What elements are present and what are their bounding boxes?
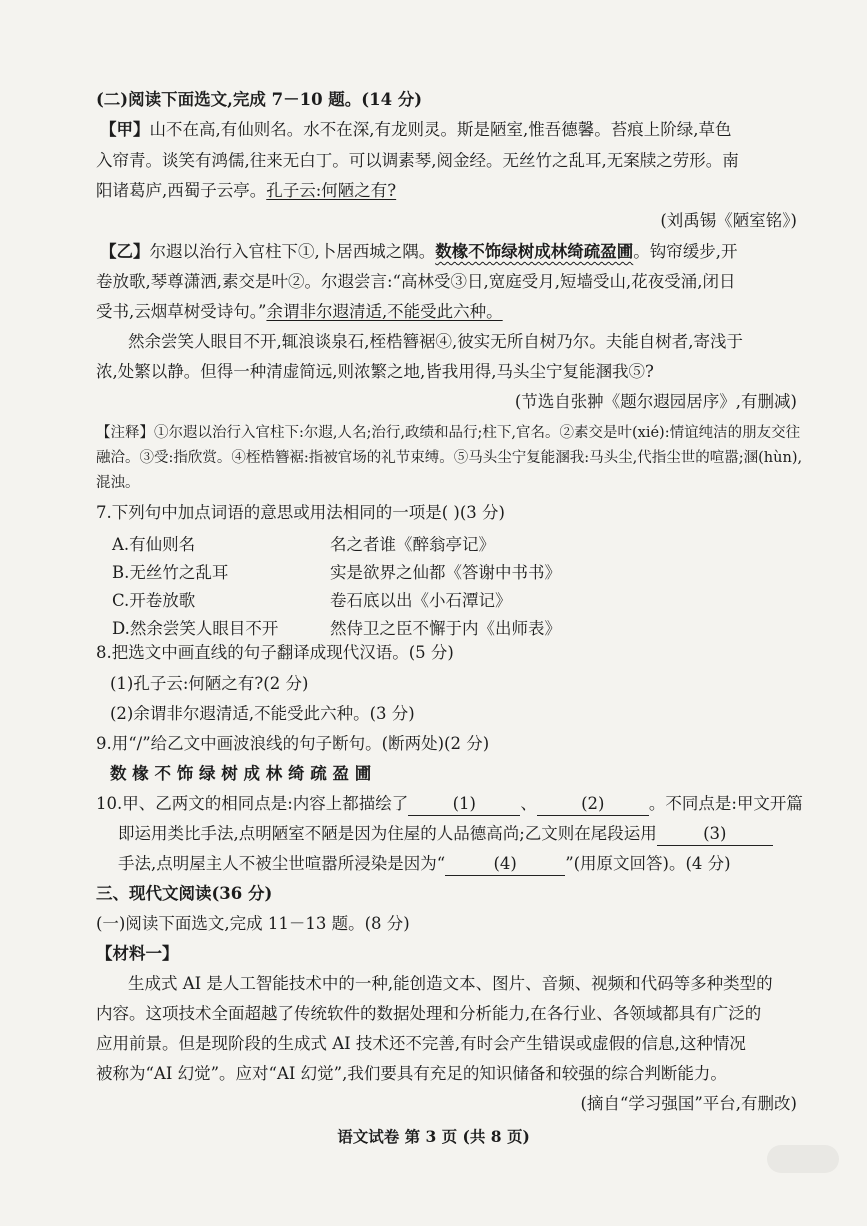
q9-sentence: 数 椽 不 饰 绿 树 成 林 绮 疏 盈 圃: [110, 764, 372, 783]
q7-option-a-right: 名之者谁《醉翁亭记》: [330, 535, 495, 554]
yi-wavy-sentence: 数椽不饰绿树成林绮疏盈圃: [435, 242, 634, 261]
q10-line-3: [118, 854, 731, 876]
q10-line-1: [96, 794, 803, 816]
jia-line-1: [100, 120, 731, 141]
q10-text-e: 手法,点明屋主人不被尘世喧嚣所浸染是因为“: [118, 854, 446, 873]
jia-source: (刘禹锡《陋室铭》): [660, 211, 797, 230]
q7-option-d-left: D.然余尝笑人眼目不开: [112, 619, 279, 638]
notes-line-1: 【注释】①尔遐以治行入官柱下:尔遐,人名;治行,政绩和品行;柱下,官名。②素交是叶(xié):情谊纯洁的朋友交往: [96, 425, 801, 441]
section-3-subheading: (一)阅读下面选文,完成 11－13 题。(8 分): [96, 914, 410, 933]
q10-blank-2[interactable]: (2): [537, 794, 649, 816]
q7-stem: 7.下列句中加点词语的意思或用法相同的一项是( )(3 分): [96, 503, 505, 522]
yi-text-1c: 。钩帘缓步,开: [633, 242, 738, 261]
q7-option-d-right: 然侍卫之臣不懈于内《出师表》: [330, 619, 561, 638]
section-2-heading: (二)阅读下面选文,完成 7－10 题。(14 分): [96, 90, 423, 109]
q8-stem: 8.把选文中画直线的句子翻译成现代汉语。(5 分): [96, 643, 454, 662]
yi-underlined-sentence: 余谓非尔遐清适,不能受此六种。: [266, 302, 503, 321]
q10-text-a: 10.甲、乙两文的相同点是:内容上都描绘了: [96, 794, 409, 813]
q10-text-f: ”(用原文回答)。(4 分): [565, 854, 731, 873]
yi-line-5: 浓,处繁以静。但得一种清虚简远,则浓繁之地,皆我用得,马头尘宁复能溷我⑤?: [96, 362, 654, 381]
q7-option-b-left: B.无丝竹之乱耳: [112, 563, 229, 582]
q7-option-c-right: 卷石底以出《小石潭记》: [330, 591, 512, 610]
notes-line-3: 混浊。: [96, 475, 140, 491]
yi-line-2: 卷放歌,琴尊潇洒,素交是叶②。尔遐尝言:“高林受③日,宽庭受月,短墙受山,花夜受涌,闭日: [96, 272, 736, 291]
q10-text-c: 。不同点是:甲文开篇: [648, 794, 803, 813]
corner-smudge: [767, 1145, 839, 1173]
yi-source: (节选自张翀《题尔遐园居序》,有删减): [514, 392, 797, 411]
yi-text-1a: 尔遐以治行入官柱下①,卜居西城之隅。: [149, 242, 436, 261]
jia-line-3: [96, 181, 396, 202]
q10-line-2: [118, 824, 773, 846]
jia-text-1: 山不在高,有仙则名。水不在深,有龙则灵。斯是陋室,惟吾德馨。苔痕上阶绿,草色: [149, 120, 732, 139]
q10-blank-4[interactable]: (4): [445, 854, 565, 876]
q8-sub-1: (1)孔子云:何陋之有?(2 分): [110, 674, 309, 693]
material-1-line-2: 内容。这项技术全面超越了传统软件的数据处理和分析能力,在各行业、各领域都具有广泛的: [96, 1004, 762, 1023]
jia-underlined-sentence: 孔子云:何陋之有?: [266, 181, 397, 200]
material-1-line-3: 应用前景。但是现阶段的生成式 AI 技术还不完善,有时会产生错误或虚假的信息,这种情况: [96, 1034, 746, 1053]
q10-blank-3[interactable]: (3): [657, 824, 773, 846]
page-footer: 语文试卷 第 3 页 (共 8 页): [337, 1127, 530, 1146]
yi-text-3a: 受书,云烟草树受诗句。”: [96, 302, 267, 321]
jia-line-2: 入帘青。谈笑有鸿儒,往来无白丁。可以调素琴,阅金经。无丝竹之乱耳,无案牍之劳形。南: [96, 151, 739, 170]
q7-option-a-left: A.有仙则名: [112, 535, 196, 554]
material-1-tag: 【材料一】: [96, 944, 179, 963]
notes-line-2: 融洽。③受:指欣赏。④桎梏簪裾:指被官场的礼节束缚。⑤马头尘宁复能溷我:马头尘,代指尘世的喧嚣;溷(hùn),: [96, 450, 803, 466]
q7-option-c-left: C.开卷放歌: [112, 591, 196, 610]
material-1-source: (摘自“学习强国”平台,有删改): [580, 1094, 797, 1113]
material-1-line-1: 生成式 AI 是人工智能技术中的一种,能创造文本、图片、音频、视频和代码等多种类型的: [128, 974, 773, 993]
jia-text-3a: 阳诸葛庐,西蜀子云亭。: [96, 181, 267, 200]
yi-line-1: [100, 242, 738, 263]
material-1-line-4: 被称为“AI 幻觉”。应对“AI 幻觉”,我们要具有充足的知识储备和较强的综合判断能力。: [96, 1064, 727, 1083]
q8-sub-2: (2)余谓非尔遐清适,不能受此六种。(3 分): [110, 704, 415, 723]
yi-line-3: [96, 302, 503, 323]
section-3-heading: 三、现代文阅读(36 分): [96, 884, 273, 903]
q10-text-d: 即运用类比手法,点明陋室不陋是因为住屋的人品德高尚;乙文则在尾段运用: [118, 824, 657, 843]
yi-line-4: 然余尝笑人眼目不开,辄浪谈泉石,桎梏簪裾④,彼实无所自树乃尔。夫能自树者,寄浅于: [128, 332, 743, 351]
jia-tag: 【甲】: [100, 120, 150, 139]
q10-sep: 、: [520, 794, 537, 813]
yi-tag: 【乙】: [100, 242, 150, 261]
q9-stem: 9.用“/”给乙文中画波浪线的句子断句。(断两处)(2 分): [96, 734, 490, 753]
q7-option-b-right: 实是欲界之仙都《答谢中书书》: [330, 563, 561, 582]
q10-blank-1[interactable]: (1): [408, 794, 520, 816]
